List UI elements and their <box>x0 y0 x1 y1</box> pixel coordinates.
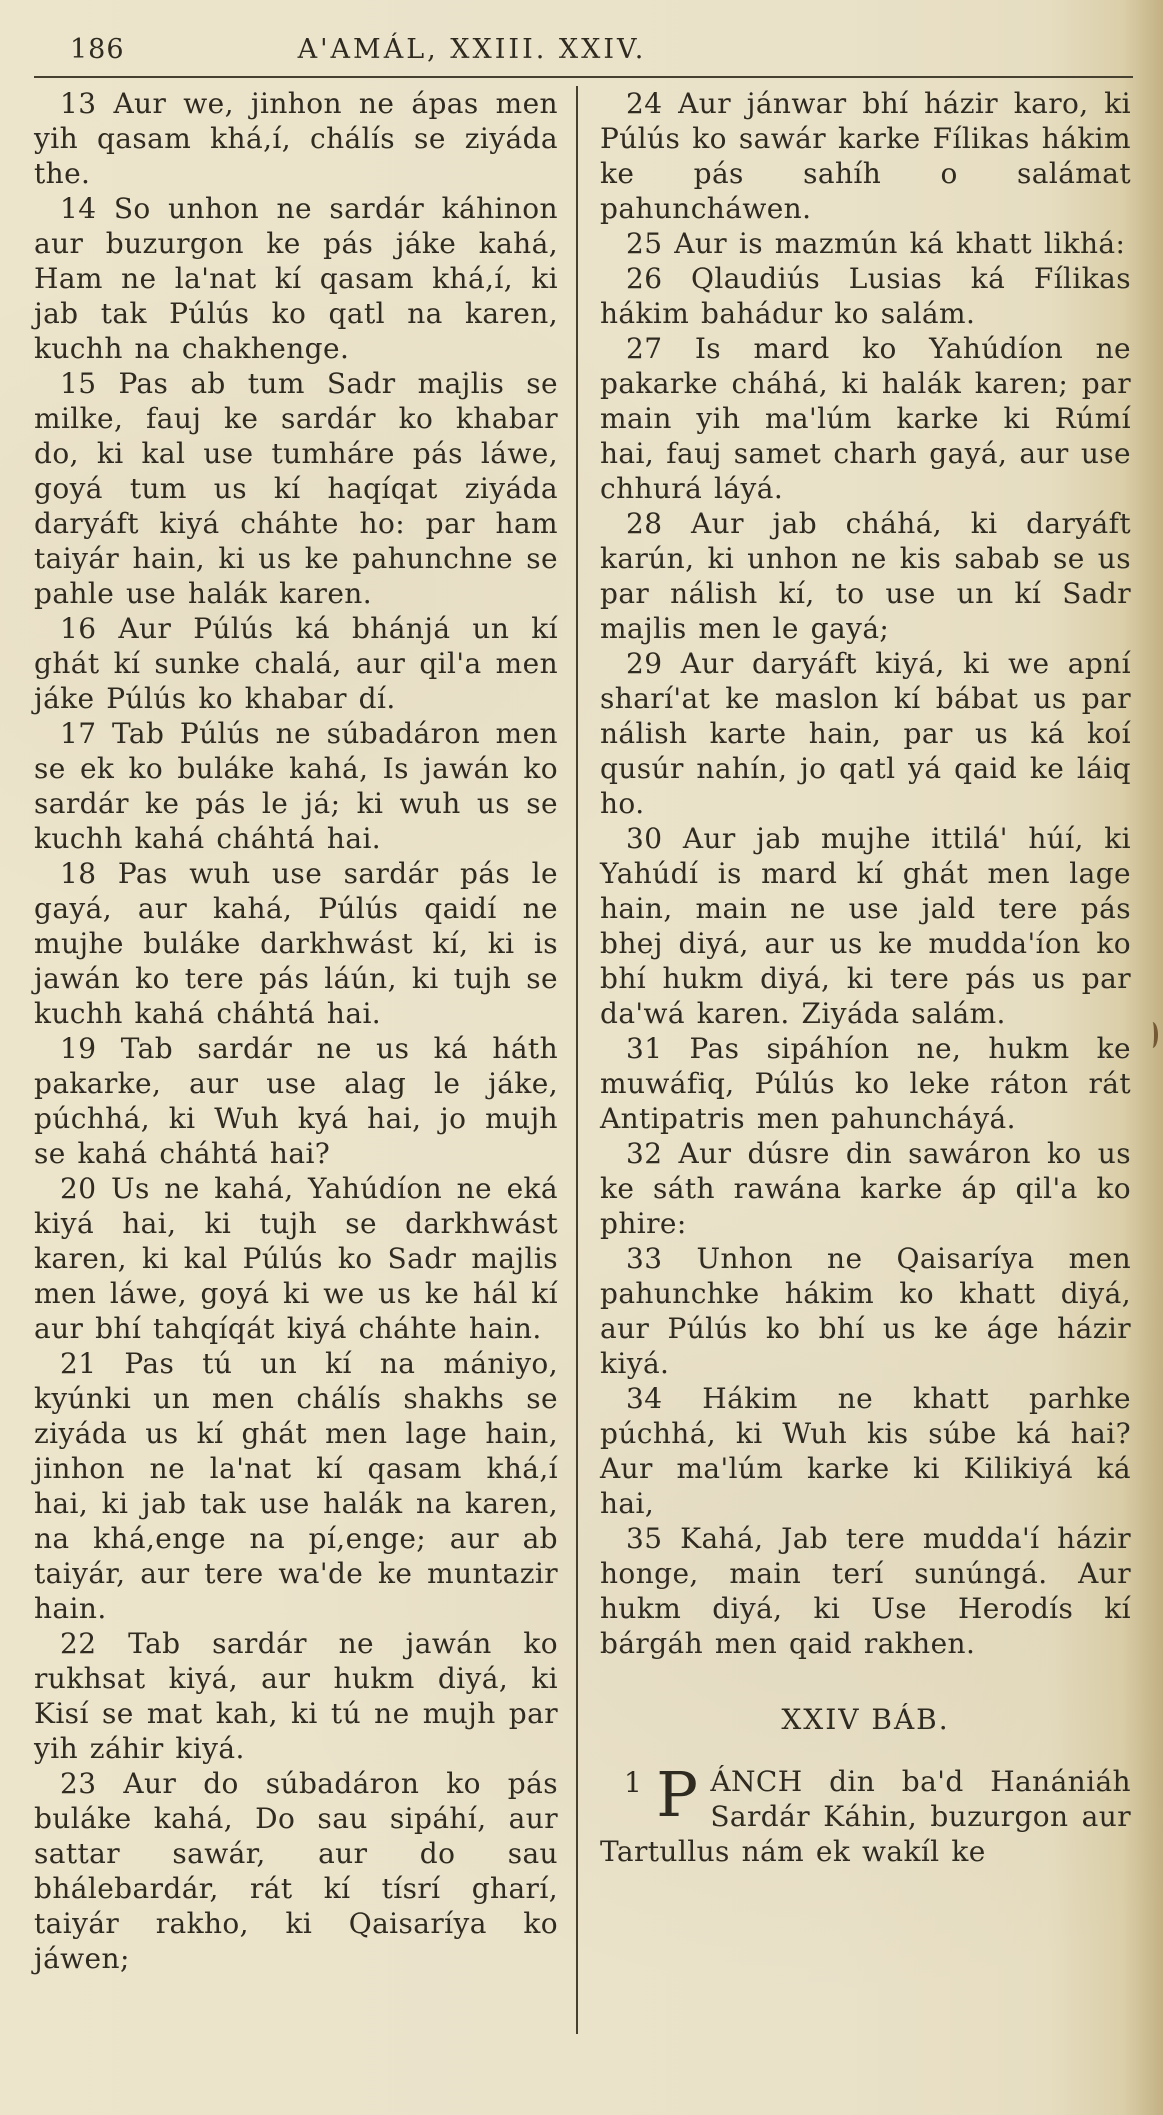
verse-paragraph: 27 Is mard ko Yahúdíon ne pakarke cháhá, ki halák karen; par main yih ma'lúm karke ki Rúmí hai, fauj samet charh gayá, aur use chhurá láyá. <box>600 332 1131 505</box>
verse-paragraph: 13 Aur we, jinhon ne ápas men yih qasam khá,í, chálís se ziyáda the. <box>34 87 558 190</box>
verse-paragraph: 35 Kahá, Jab tere mudda'í házir honge, main terí sunúngá. Aur hukm diyá, ki Use Herodís kí bárgáh men qaid rakhen. <box>600 1522 1131 1660</box>
column-divider <box>576 86 578 2034</box>
left-column <box>34 86 558 2034</box>
verse-paragraph: 14 So unhon ne sardár káhinon aur buzurgon ke pás jáke kahá, Ham ne la'nat kí qasam khá,í, ki jab tak Púlús ko qatl na karen, kuchh na chakhenge. <box>34 192 558 365</box>
verse-paragraph: 33 Unhon ne Qaisaríya men pahunchke hákim ko khatt diyá, aur Púlús ko bhí us ke áge házir kiyá. <box>600 1242 1131 1380</box>
page-header <box>34 30 1133 74</box>
dropcap-letter: P <box>656 1758 699 1831</box>
verse-paragraph: 19 Tab sardár ne us ká háth pakarke, aur use alag le jáke, púchhá, ki Wuh kyá hai, jo mujh se kahá cháhtá hai? <box>34 1032 558 1170</box>
text-columns <box>34 86 1133 2034</box>
verse-paragraph: 25 Aur is mazmún ká khatt likhá: <box>626 227 1126 260</box>
verse-paragraph: 23 Aur do súbadáron ko pás buláke kahá, Do sau sipáhí, aur sattar sawár, aur do sau bhálebardár, rát kí tísrí gharí, taiyár rakho, ki Qaisaríya ko jáwen; <box>34 1767 558 1975</box>
verse-paragraph: 17 Tab Púlús ne súbadáron men se ek ko buláke kahá, Is jawán ko sardár ke pás le já; ki wuh us se kuchh kahá cháhtá hai. <box>34 717 558 855</box>
verse-paragraph: 34 Hákim ne khatt parhke púchhá, ki Wuh kis súbe ká hai? Aur ma'lúm karke ki Kilikiyá ká hai, <box>600 1382 1131 1520</box>
verse-paragraph: 18 Pas wuh use sardár pás le gayá, aur kahá, Púlús qaidí ne mujhe buláke darkhwást kí, ki is jawán ko tere pás láún, ki tujh se kuchh kahá cháhtá hai. <box>34 857 558 1030</box>
verse-paragraph: 22 Tab sardár ne jawán ko rukhsat kiyá, aur hukm diyá, ki Kisí se mat kah, ki tú ne mujh par yih záhir kiyá. <box>34 1627 558 1765</box>
verse-paragraph: 32 Aur dúsre din sawáron ko us ke sáth rawána karke áp qil'a ko phire: <box>600 1137 1131 1240</box>
verse-paragraph: 24 Aur jánwar bhí házir karo, ki Púlús ko sawár karke Fílikas hákim ke pás sahíh o salámat pahuncháwen. <box>600 87 1131 225</box>
running-title: A'AMÁL, XXIII. XXIV. <box>297 34 647 65</box>
verse-number: 1 <box>624 1766 643 1799</box>
verse-text: ÁNCH din ba'd Hanániáh Sardár Káhin, buzurgon aur Tartullus nám ek wakíl ke <box>600 1765 1131 1868</box>
verse-paragraph: 29 Aur daryáft kiyá, ki we apní sharí'at ke maslon kí bábat us par nálish karte hain, par us ká koí qusúr nahín, jo qatl yá qaid ke láiq ho. <box>600 647 1131 820</box>
verse-paragraph: 16 Aur Púlús ká bhánjá un kí ghát kí sunke chalá, aur qil'a men jáke Púlús ko khabar dí. <box>34 612 558 715</box>
chapter-heading: XXIV BÁB. <box>781 1703 950 1736</box>
verse-paragraph-dropcap <box>600 1758 1131 1869</box>
page-number: 186 <box>70 34 125 65</box>
page-edge-mark <box>1147 1022 1158 1048</box>
verse-paragraph: 20 Us ne kahá, Yahúdíon ne eká kiyá hai, ki tujh se darkhwást karen, ki kal Púlús ko Sadr majlis men láwe, goyá ki we us ke hál kí aur bhí tahqíqát kiyá cháhte hain. <box>34 1172 558 1345</box>
verse-paragraph: 30 Aur jab mujhe ittilá' húí, ki Yahúdí is mard kí ghát men lage hain, main ne use jald tere pás bhej diyá, aur us ke mudda'íon ko bhí hukm diyá, ki tere pás us par da'wá karen. Ziyáda salám. <box>600 822 1131 1030</box>
verse-paragraph: 28 Aur jab cháhá, ki daryáft karún, ki unhon ne kis sabab se us par nálish kí, to use un kí Sadr majlis men le gayá; <box>600 507 1131 645</box>
verse-paragraph: 26 Qlaudiús Lusias ká Fílikas hákim bahádur ko salám. <box>600 262 1131 330</box>
verse-paragraph: 21 Pas tú un kí na mániyo, kyúnki un men chálís shakhs se ziyáda us kí ghát men lage hain, jinhon ne la'nat kí qasam khá,í hai, ki jab tak use halák na karen, na khá,enge na pí,enge; aur ab taiyár, aur tere wa'de ke muntazir hain. <box>34 1347 558 1625</box>
verse-paragraph: 31 Pas sipáhíon ne, hukm ke muwáfiq, Púlús ko leke ráton rát Antipatris men pahuncháyá. <box>600 1032 1131 1135</box>
right-column <box>600 86 1131 2034</box>
dropcap-group <box>624 1758 699 1832</box>
verse-paragraph: 15 Pas ab tum Sadr majlis se milke, fauj ke sardár ko khabar do, ki kal use tumháre pás láwe, goyá tum us kí haqíqat ziyáda daryáft kiyá cháhte ho: par ham taiyár hain, ki us ke pahunchne se pahle use halák karen. <box>34 367 558 610</box>
header-rule <box>34 76 1133 78</box>
